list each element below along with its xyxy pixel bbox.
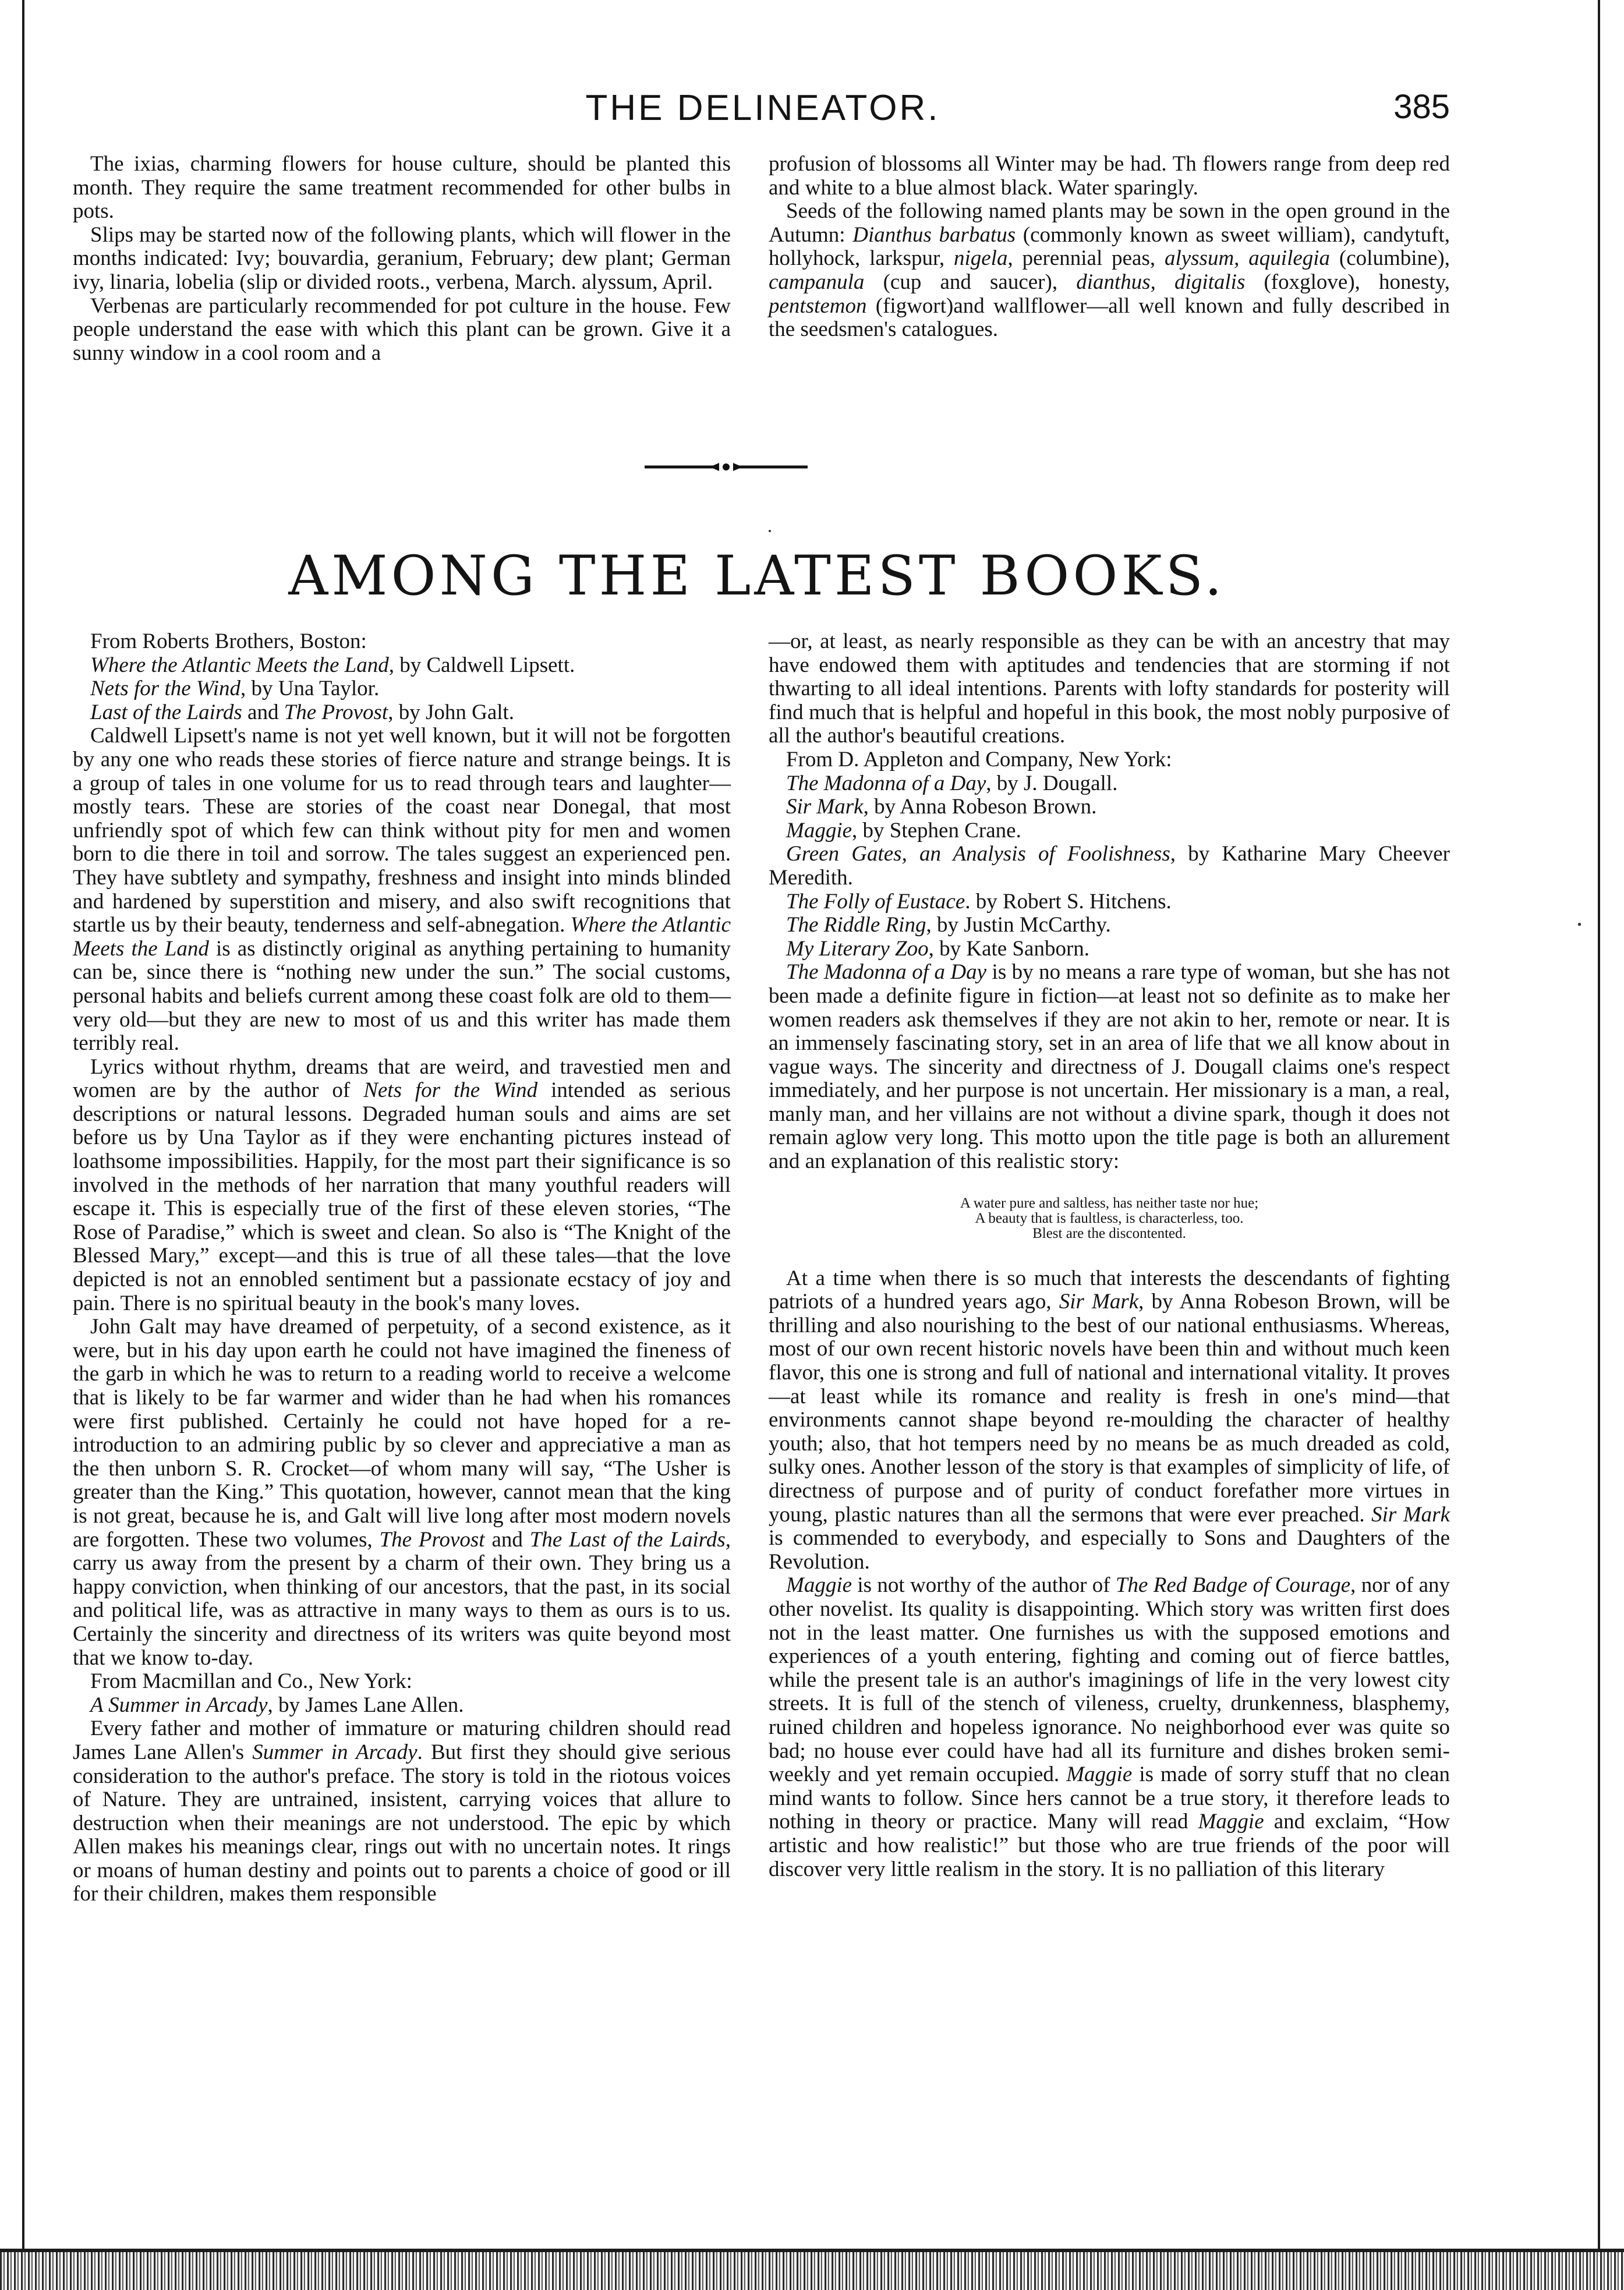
text: Caldwell Lipsett's name is not yet well known, but it will not be forgotten by any one who reads these stories of fierce nature and strange beings. It is a group of tales in one volume for us to read through tears and laughter—mostly tears. These are stories of the coast near Donegal, that most unfriendly spot of which few can think without pity for men and women born to die there in toil and sorrow. The tales suggest an experienced pen. They have subtlety and sympathy, freshness and insight into minds blinded and hardened by superstition and misery, and also swift recognitions that startle us by their beauty, tenderness and self-abnegation. bbox=[73, 724, 731, 937]
book-title: Summer in Arcady bbox=[252, 1740, 418, 1764]
text: (columbine), bbox=[1330, 246, 1450, 271]
page-border-right bbox=[1598, 0, 1600, 2259]
book-title: Maggie bbox=[1066, 1762, 1133, 1787]
book-title: Last of the Lairds bbox=[90, 700, 242, 724]
book-title: The Provost bbox=[379, 1527, 485, 1552]
text: . But first they should give serious consideration to the author's preface. The story is told in the riotous voices of Nature. They are untrained, insistent, carrying voices that allure to destruction when their meanings are not understood. The epic by which Allen makes his meanings clear, rings out with no uncertain notes. It rings or moans of human destiny and points out to parents a choice of good or ill for their children, makes them responsible bbox=[73, 1740, 731, 1906]
book-title: Sir Mark bbox=[786, 795, 864, 819]
book-title: A Summer in Arcady bbox=[90, 1693, 268, 1717]
review-paragraph bbox=[73, 1315, 731, 1670]
text: , by Anna Robeson Brown. bbox=[863, 795, 1097, 819]
book-title: Sir Mark bbox=[1059, 1290, 1139, 1314]
book-listing bbox=[73, 1694, 731, 1718]
text: (figwort)and wallflower—all well known and fully described in the seedsmen's catalogues. bbox=[769, 293, 1450, 342]
section-divider-ornament bbox=[645, 459, 808, 475]
book-title: Nets for the Wind bbox=[90, 677, 240, 701]
book-title: The Riddle Ring bbox=[786, 913, 926, 937]
plant-name: campanula bbox=[769, 270, 865, 294]
book-title: The Last of the Lairds, bbox=[529, 1527, 731, 1552]
book-title: Maggie bbox=[786, 1573, 852, 1598]
plant-name: nigela bbox=[953, 246, 1008, 271]
book-listing bbox=[769, 937, 1450, 961]
publisher-heading: From Roberts Brothers, Boston: bbox=[90, 629, 367, 653]
book-listing bbox=[769, 795, 1450, 819]
text: At a time when there is so much that interests the descendants of fighting patriots of a hundred years ago, bbox=[769, 1266, 1450, 1314]
review-paragraph bbox=[73, 724, 731, 1055]
text: carry us away from the present by a charm of their own. They bring us a happy conviction, when thinking of our ancestors, that the past, in its social and political life, was as attractive in many ways to them as ours is to us. Certainly the sincerity and directness of its writers was quite beyond most that we know to-day. bbox=[73, 1551, 731, 1670]
paragraph: The ixias, charming flowers for house culture, should be planted this month. They require the same treatment recommended for other bulbs in pots. bbox=[73, 152, 731, 224]
text: Every father and mother of immature or maturing children should read James Lane Allen's bbox=[73, 1716, 731, 1764]
scan-noise-strip bbox=[0, 2252, 1624, 2290]
text: , nor of any other novelist. Its quality is disappointing. Which story was written first does not in the least matter. One furnishes us with the supposed emotions and experiences of a youth entering, fighting and coming out of fierce battles, while the present tale is an author's imaginings of life in the very lowest city streets. It is full of the stench of vileness, cruelty, drunkenness, blasphemy, ruined children and hopeless ignorance. No neighborhood ever was quite so bad; no house ever could have had all its furniture and dishes broken semi-weekly and yet remain occupied. bbox=[769, 1573, 1450, 1787]
book-title: Where the Atlantic Meets the Land bbox=[73, 913, 731, 961]
text: , by Caldwell Lipsett. bbox=[388, 653, 575, 677]
magazine-title: THE DELINEATOR. bbox=[585, 88, 940, 128]
text: is by no means a rare type of woman, but she has not been made a definite figure in fiction—at least not so definite as to make her women readers ask themselves if they are not akin to her, remote or near. It is an immensely fascinating story, set in an area of life that we all know about in vague ways. The sincerity and directness of J. Dougall claims one's respect immediately, and her purpose is not uncertain. Her missionary is a man, a real, manly man, and her villains are not without a divine spark, though it does not remain aglow very long. This motto upon the title page is both an allurement and an explanation of this realistic story: bbox=[769, 960, 1450, 1174]
garden-column-right bbox=[769, 153, 1450, 342]
text: , by Una Taylor. bbox=[240, 677, 380, 701]
book-listing bbox=[769, 819, 1450, 843]
book-title: Where the Atlantic Meets the Land bbox=[90, 653, 389, 677]
paragraph bbox=[769, 200, 1450, 342]
publisher-heading: From Macmillan and Co., New York: bbox=[90, 1669, 412, 1694]
book-title: The Folly of Eustace bbox=[786, 889, 965, 914]
verse-line: A beauty that is faultless, is characterless, too. bbox=[975, 1210, 1244, 1226]
page-number: 385 bbox=[1393, 88, 1450, 126]
text: intended as serious descriptions or natural lessons. Degraded human souls and aims are set before us by Una Taylor as if they were enchanting pictures instead of loathsome impossibilities. Happily, for the most part their significance is so involved in the methods of her narration that many youthful readers will escape it. This is especially true of the first of these eleven stories, “The Rose of Paradise,” which is sweet and clean. So also is “The Knight of the Blessed Mary,” except—and this is true of all these tales—that the love depicted is not an ennobled sentiment but a passionate ecstacy of joy and pain. There is no spiritual beauty in the book's many loves. bbox=[73, 1078, 731, 1315]
book-listing bbox=[769, 890, 1450, 914]
publisher-heading: From D. Appleton and Company, New York: bbox=[786, 747, 1172, 771]
book-title: Sir Mark bbox=[1371, 1502, 1450, 1527]
text: is not worthy of the author of bbox=[852, 1573, 1116, 1598]
text: , by John Galt. bbox=[388, 700, 515, 724]
book-title: Green Gates, an Analysis of Foolishness bbox=[786, 842, 1170, 866]
book-listing bbox=[769, 843, 1450, 890]
section-title: AMONG THE LATEST BOOKS. bbox=[288, 544, 1226, 608]
text: and bbox=[484, 1527, 530, 1552]
text: is commended to everybody, and especially to Sons and Daughters of the Revolution. bbox=[769, 1526, 1450, 1574]
text: , perennial peas, bbox=[1007, 246, 1165, 271]
review-paragraph: —or, at least, as nearly responsible as they can be with an ancestry that may have endowed them with aptitudes and tendencies that are storming if not thwarting to all ideal intentions. Parents with lofty standards for posterity will find much that is helpful and hopeful in this book, the most nobly purposive of all the author's beautiful creations. bbox=[769, 629, 1450, 748]
book-title: Maggie bbox=[1198, 1810, 1264, 1834]
text: , by James Lane Allen. bbox=[267, 1693, 464, 1717]
text: , by Kate Sanborn. bbox=[928, 936, 1090, 961]
text: Lyrics without rhythm, dreams that are weird, and travestied men and women are by the author of bbox=[73, 1054, 731, 1103]
text: John Galt may have dreamed of perpetuity, of a second existence, as it were, but in his day upon earth he could not have imagined the fineness of the garb in which he was to return to a reading world to receive a welcome that is likely to be far warmer and wider than he had when his romances were first published. Certainly he could not have hoped for a re-introduction to an admiring public by so clever and appreciative a man as the then unborn S. R. Crocket—of whom many will say, “The Usher is greater than the King.” This quotation, however, cannot mean that the king is not great, because he is, and Galt will live long after most modern novels are forgotten. These two volumes, bbox=[73, 1315, 731, 1552]
page-border-left bbox=[22, 0, 24, 2290]
book-listing bbox=[769, 914, 1450, 937]
text: , by Justin McCarthy. bbox=[926, 913, 1111, 937]
review-paragraph bbox=[769, 961, 1450, 1173]
text: . by Robert S. Hitchens. bbox=[965, 889, 1172, 914]
text: , by Anna Robeson Brown, will be thrilling and also nourishing to the best of our national enthusiasms. Whereas, most of our own recent historic novels have been thin and without much keen flavor, this one is strong and full of national and international vitality. It proves—at least while its romance and reality is fresh in one's mind—that environments cannot shape beyond re-moulding the character of healthy youth; also, that hot tempers need by no means be as much dreaded as cold, sulky ones. Another lesson of the story is that examples of simplicity of life, of directness of purpose and of purity of conduct forefather more virtues in young, plastic natures than all the sermons that were ever preached. bbox=[769, 1290, 1450, 1527]
review-paragraph bbox=[769, 1574, 1450, 1881]
text: (cup and saucer), bbox=[864, 270, 1077, 294]
text: and exclaim, “How artistic and how realistic!” but those who are true friends of the poor will discover very little realism in the story. It is no palliation of this literary bbox=[769, 1810, 1450, 1881]
book-title: The Provost bbox=[284, 700, 388, 724]
review-paragraph bbox=[73, 1717, 731, 1906]
verse-line: Blest are the discontented. bbox=[1032, 1225, 1186, 1241]
text: Seeds of the following named plants may be sown in the open ground in the Autumn: bbox=[769, 199, 1450, 247]
book-title: The Red Badge of Courage bbox=[1115, 1573, 1351, 1598]
plant-name: pentstemon bbox=[769, 293, 867, 318]
book-title: The Madonna of a Day bbox=[786, 960, 987, 985]
text: , by Katharine Mary Cheever Meredith. bbox=[769, 842, 1450, 890]
verse-line: A water pure and saltless, has neither taste nor hue; bbox=[960, 1195, 1259, 1211]
book-listing bbox=[73, 677, 731, 701]
review-paragraph bbox=[769, 1267, 1450, 1574]
text: , by J. Dougall. bbox=[986, 771, 1118, 795]
book-listing bbox=[73, 701, 731, 725]
books-column-right bbox=[769, 630, 1450, 1881]
review-paragraph bbox=[73, 1056, 731, 1316]
running-header bbox=[73, 87, 1450, 134]
speck bbox=[1578, 923, 1581, 926]
plant-name: alyssum, aquilegia bbox=[1164, 246, 1331, 271]
book-title: Maggie bbox=[786, 818, 852, 843]
text: , by Stephen Crane. bbox=[852, 818, 1021, 843]
book-title: The Madonna of a Day bbox=[786, 771, 986, 795]
text: is as distinctly original as anything pertaining to humanity can be, since there is “nothing new under the sun.” The social customs, personal habits and beliefs current among these coast folk are old to them—very old—but they are new to most of us and this writer has made them terribly real. bbox=[73, 936, 731, 1056]
speck bbox=[769, 530, 771, 532]
book-listing bbox=[73, 654, 731, 678]
title-page-motto bbox=[769, 1196, 1450, 1241]
plant-name: Dianthus barbatus bbox=[852, 222, 1016, 247]
text: and bbox=[242, 700, 284, 724]
text: is made of sorry stuff that no clean mind wants to follow. Since hers cannot be a true story, it therefore leads to nothing in theory or practice. Many will read bbox=[769, 1762, 1450, 1834]
book-title: Nets for the Wind bbox=[363, 1078, 538, 1103]
garden-column-left bbox=[73, 153, 731, 365]
plant-name: dianthus, digitalis bbox=[1076, 270, 1246, 294]
text: (foxglove), honesty, bbox=[1245, 270, 1450, 294]
paragraph: Slips may be started now of the following plants, which will flower in the months indicated: Ivy; bouvardia, geranium, February; dew plant; German ivy, linaria, lobelia (slip or divided roots., verbena, March. alyssum, April. bbox=[73, 222, 731, 294]
text: (commonly known as sweet william), candytuft, hollyhock, larkspur, bbox=[769, 222, 1450, 271]
book-title: My Literary Zoo bbox=[786, 936, 929, 961]
book-listing bbox=[769, 772, 1450, 796]
paragraph: profusion of blossoms all Winter may be had. Th flowers range from deep red and white to a blue almost black. Water sparingly. bbox=[769, 152, 1450, 200]
paragraph: Verbenas are particularly recommended for pot culture in the house. Few people understand the ease with which this plant can be grown. Give it a sunny window in a cool room and a bbox=[73, 293, 731, 365]
books-column-left bbox=[73, 630, 731, 1906]
